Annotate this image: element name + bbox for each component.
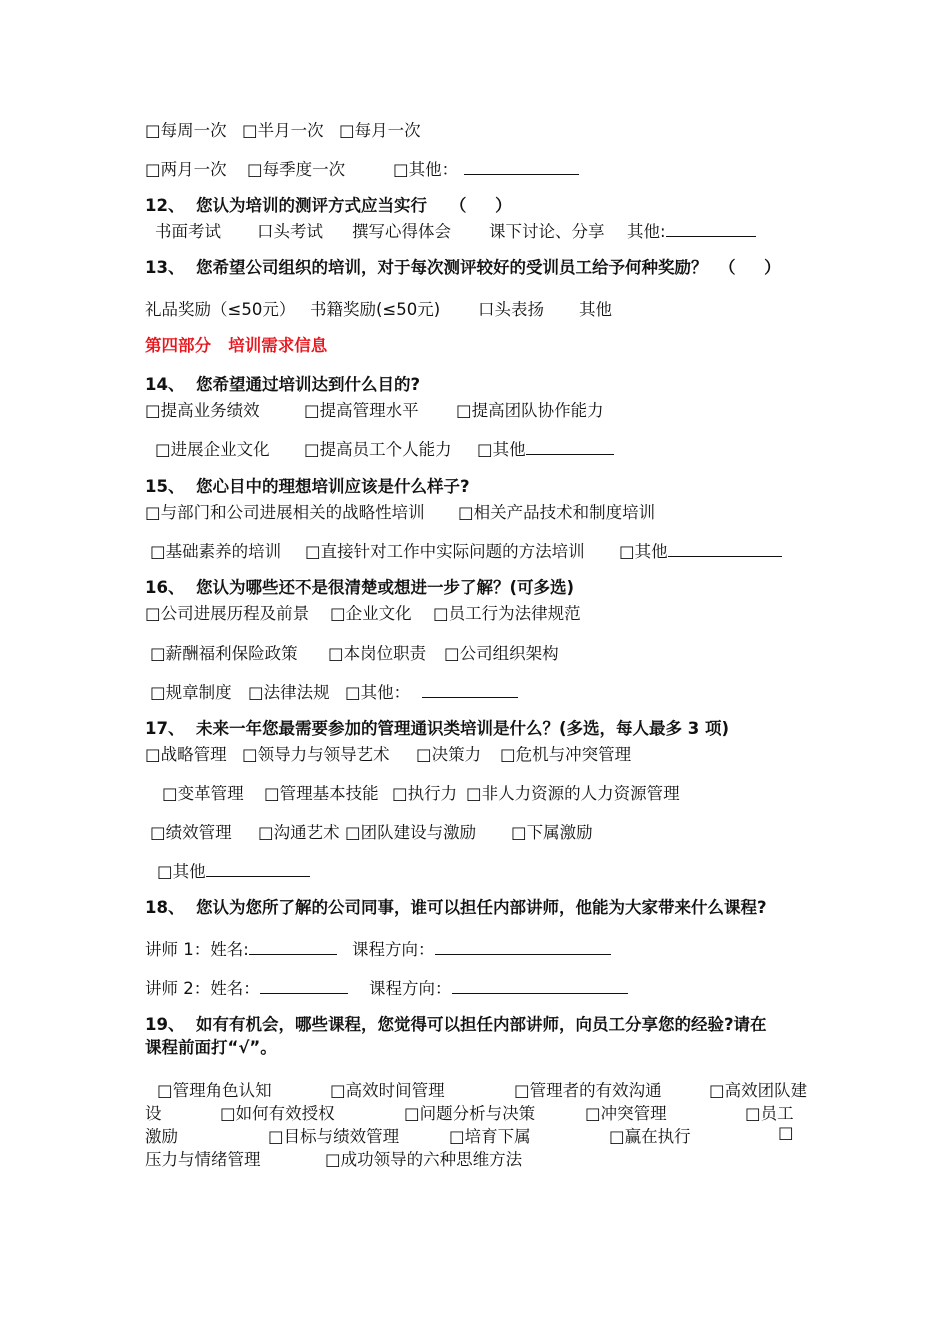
course-win-in-execution[interactable]: □赢在执行: [609, 1127, 691, 1146]
course-team-building[interactable]: □高效团队建: [709, 1081, 808, 1100]
course-effective-communication[interactable]: □管理者的有效沟通: [514, 1081, 662, 1100]
option-other[interactable]: 其他: [579, 300, 612, 319]
course-conflict-mgmt[interactable]: □冲突管理: [585, 1104, 667, 1123]
option-personal-ability[interactable]: □提高员工个人能力: [304, 440, 452, 459]
option-communication[interactable]: □沟通艺术: [258, 823, 340, 842]
question-13-title: 13、 您希望公司组织的培训，对于每次测评较好的受训员工给予何种奖励？ （ ）: [145, 258, 781, 277]
course-stress-mgmt-checkbox[interactable]: □: [778, 1123, 794, 1142]
option-reflection-essay[interactable]: 撰写心得体会: [352, 222, 451, 241]
course-delegation[interactable]: □如何有效授权: [220, 1104, 335, 1123]
option-performance[interactable]: □提高业务绩效: [145, 401, 260, 420]
option-leadership[interactable]: □领导力与领导艺术: [242, 745, 390, 764]
lecturer-2-name-label: 讲师 2：姓名：: [145, 979, 260, 998]
question-19-title-line-2: 课程前面打“√”。: [145, 1038, 277, 1057]
option-execution[interactable]: □执行力: [392, 784, 458, 803]
lecturer-1-course[interactable]: [352, 936, 611, 960]
question-18-title: 18、 您认为您所了解的公司同事，谁可以担任内部讲师，他能为大家带来什么课程?: [145, 898, 767, 917]
option-other-label: □其他: [157, 862, 206, 881]
option-bimonthly[interactable]: □两月一次: [145, 160, 227, 179]
course-problem-solving[interactable]: □问题分析与决策: [404, 1104, 536, 1123]
option-gift-reward[interactable]: 礼品奖励（≤50元）: [145, 300, 296, 319]
blank-line[interactable]: [666, 220, 756, 237]
course-develop-subordinates[interactable]: □培育下属: [449, 1127, 531, 1146]
course-team-building-cont: 设: [145, 1104, 162, 1123]
option-written-exam[interactable]: 书面考试: [155, 222, 221, 241]
blank-line[interactable]: [668, 540, 782, 557]
lecturer-2-name[interactable]: [145, 975, 348, 999]
option-quarterly[interactable]: □每季度一次: [247, 160, 346, 179]
option-basic-quality[interactable]: □基础素养的培训: [150, 542, 282, 561]
option-change-mgmt[interactable]: □变革管理: [162, 784, 244, 803]
course-role-cognition[interactable]: □管理角色认知: [157, 1081, 272, 1100]
blank-line[interactable]: [452, 977, 628, 994]
question-19-title-line-1: 19、 如有有机会，哪些课程，您觉得可以担任内部讲师，向员工分享您的经验?请在: [145, 1015, 767, 1034]
option-org-structure[interactable]: □公司组织架构: [444, 644, 559, 663]
option-corporate-culture[interactable]: □进展企业文化: [155, 440, 270, 459]
option-strategic-training[interactable]: □与部门和公司进展相关的战略性培训: [145, 503, 425, 522]
blank-line[interactable]: [206, 860, 310, 877]
question-17-title: 17、 未来一年您最需要参加的管理通识类培训是什么？(多选，每人最多 3 项): [145, 719, 730, 738]
option-performance-mgmt[interactable]: □绩效管理: [150, 823, 232, 842]
option-other[interactable]: [627, 218, 756, 242]
option-subordinate-motivation[interactable]: □下属激励: [511, 823, 593, 842]
option-company-history[interactable]: □公司进展历程及前景: [145, 604, 310, 623]
course-time-mgmt[interactable]: □高效时间管理: [330, 1081, 445, 1100]
question-12-title: 12、 您认为培训的测评方式应当实行 （ ）: [145, 196, 512, 215]
option-discussion[interactable]: 课下讨论、分享: [489, 222, 605, 241]
course-goals-performance[interactable]: □目标与绩效管理: [268, 1127, 400, 1146]
option-other-label: □其他: [477, 440, 526, 459]
option-crisis-mgmt[interactable]: □危机与冲突管理: [500, 745, 632, 764]
lecturer-1-course-label: 课程方向：: [352, 940, 435, 959]
blank-line[interactable]: [422, 681, 518, 698]
option-other[interactable]: [393, 156, 579, 180]
option-other[interactable]: [345, 679, 518, 703]
option-book-reward[interactable]: 书籍奖励(≤50元): [310, 300, 441, 319]
lecturer-2-course-label: 课程方向：: [369, 979, 452, 998]
option-management-level[interactable]: □提高管理水平: [304, 401, 419, 420]
option-other[interactable]: [619, 538, 782, 562]
option-other-label: □其他：: [345, 683, 411, 702]
blank-line[interactable]: [435, 938, 611, 955]
question-14-title: 14、 您希望通过培训达到什么目的?: [145, 375, 421, 394]
option-verbal-praise[interactable]: 口头表扬: [478, 300, 544, 319]
option-weekly[interactable]: □每周一次: [145, 121, 227, 140]
option-other[interactable]: [157, 858, 310, 882]
option-strategy-mgmt[interactable]: □战略管理: [145, 745, 227, 764]
blank-line[interactable]: [260, 977, 348, 994]
option-job-duties[interactable]: □本岗位职责: [328, 644, 427, 663]
option-conduct-rules[interactable]: □员工行为法律规范: [433, 604, 581, 623]
blank-line[interactable]: [526, 438, 614, 455]
option-oral-exam[interactable]: 口头考试: [257, 222, 323, 241]
option-product-training[interactable]: □相关产品技术和制度培训: [458, 503, 656, 522]
blank-line[interactable]: [464, 158, 579, 175]
option-laws[interactable]: □法律法规: [248, 683, 330, 702]
question-15-title: 15、 您心目中的理想培训应该是什么样子?: [145, 477, 470, 496]
option-half-monthly[interactable]: □半月一次: [242, 121, 324, 140]
option-other-label: □其他：: [393, 160, 459, 179]
option-teamwork[interactable]: □提高团队协作能力: [456, 401, 604, 420]
option-team-building[interactable]: □团队建设与激励: [345, 823, 477, 842]
course-employee-motivation-cont: 激励: [145, 1127, 178, 1146]
option-decision-making[interactable]: □决策力: [416, 745, 482, 764]
option-hr-for-non-hr[interactable]: □非人力资源的人力资源管理: [466, 784, 680, 803]
blank-line[interactable]: [249, 938, 337, 955]
section-heading: 第四部分 培训需求信息: [145, 336, 328, 355]
option-practical-methods[interactable]: □直接针对工作中实际问题的方法培训: [305, 542, 585, 561]
option-other[interactable]: [477, 436, 614, 460]
course-employee-motivation[interactable]: □员工: [745, 1104, 794, 1123]
option-compensation[interactable]: □薪酬福利保险政策: [150, 644, 298, 663]
lecturer-2-course[interactable]: [369, 975, 628, 999]
option-monthly[interactable]: □每月一次: [339, 121, 421, 140]
question-16-title: 16、 您认为哪些还不是很清楚或想进一步了解？(可多选): [145, 578, 575, 597]
option-regulations[interactable]: □规章制度: [150, 683, 232, 702]
option-basic-mgmt-skills[interactable]: □管理基本技能: [264, 784, 379, 803]
course-six-thinking-methods[interactable]: □成功领导的六种思维方法: [325, 1150, 523, 1169]
option-other-label: □其他: [619, 542, 668, 561]
option-corporate-culture[interactable]: □企业文化: [330, 604, 412, 623]
lecturer-1-name-label: 讲师 1：姓名:: [145, 940, 249, 959]
option-other-label: 其他:: [627, 222, 666, 241]
course-stress-mgmt: 压力与情绪管理: [145, 1150, 261, 1169]
lecturer-1-name[interactable]: [145, 936, 337, 960]
